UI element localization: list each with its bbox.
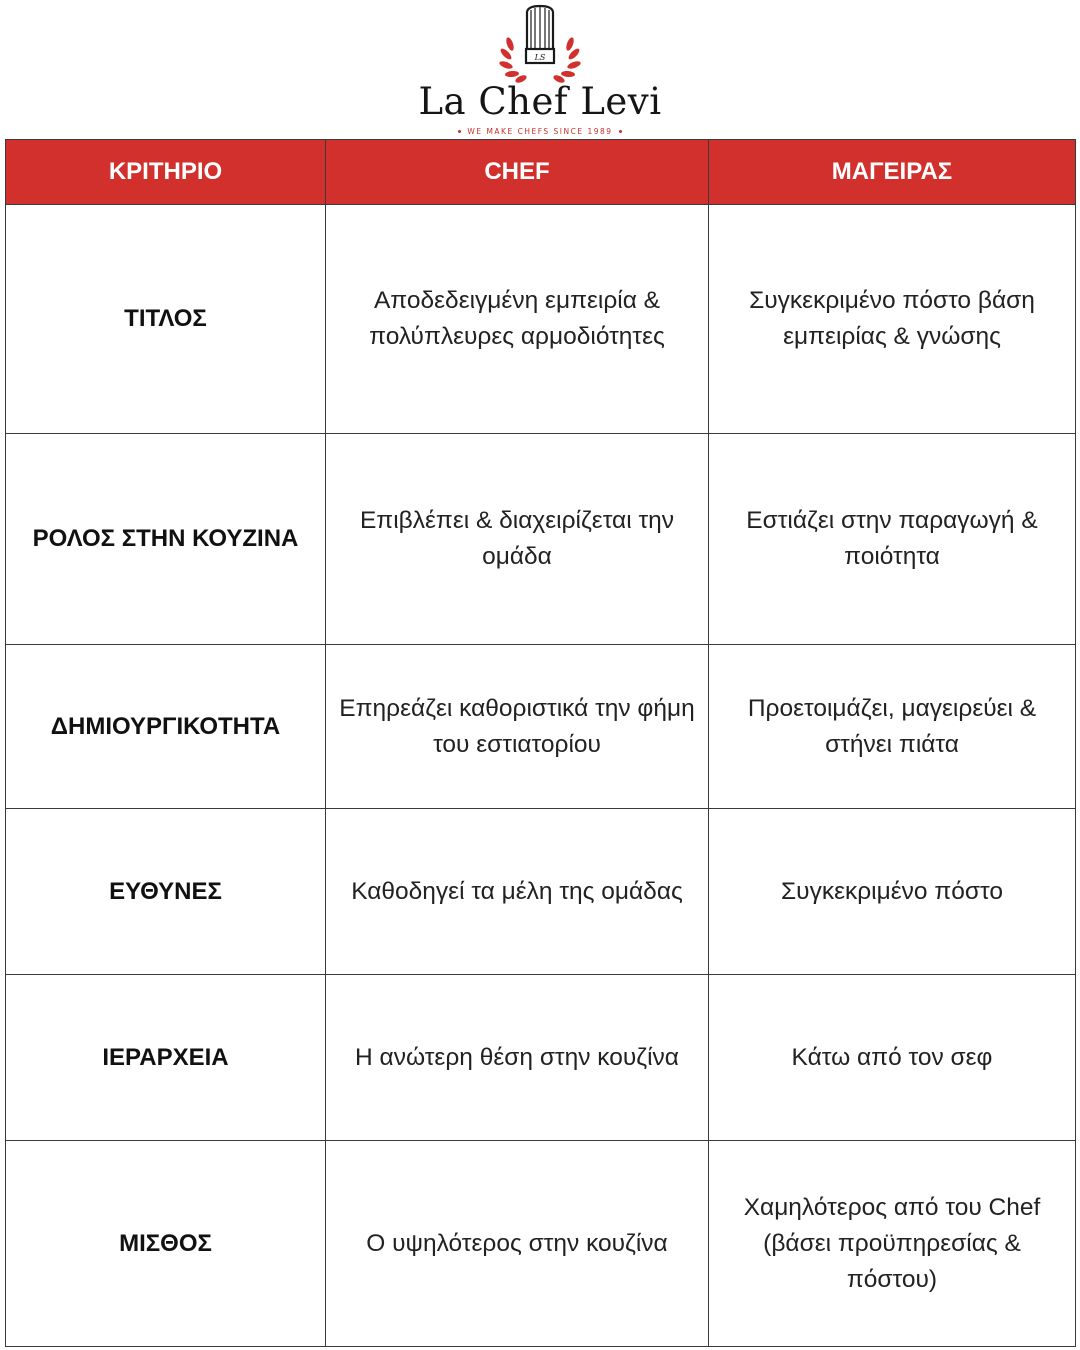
chef-cell: Επηρεάζει καθοριστικά την φήμη του εστιατορίου bbox=[326, 645, 709, 809]
dot-icon bbox=[458, 130, 461, 133]
chef-cell: Η ανώτερη θέση στην κουζίνα bbox=[326, 975, 709, 1141]
tagline-text: WE MAKE CHEFS SINCE 1989 bbox=[467, 126, 613, 136]
criterion-cell: ΡΟΛΟΣ ΣΤΗΝ ΚΟΥΖΙΝΑ bbox=[6, 434, 326, 645]
criterion-cell: ΙΕΡΑΡΧΕΙΑ bbox=[6, 975, 326, 1141]
brand-tagline bbox=[425, 124, 655, 138]
criterion-cell: ΤΙΤΛΟΣ bbox=[6, 205, 326, 434]
dot-icon bbox=[619, 130, 622, 133]
header-row bbox=[6, 140, 1076, 205]
brand-logo bbox=[0, 0, 1080, 138]
cook-cell: Κάτω από τον σεφ bbox=[709, 975, 1076, 1141]
comparison-table bbox=[5, 139, 1076, 1347]
table-row bbox=[6, 809, 1076, 975]
header-chef: CHEF bbox=[326, 140, 709, 205]
criterion-cell: ΕΥΘΥΝΕΣ bbox=[6, 809, 326, 975]
table-row bbox=[6, 1141, 1076, 1347]
criterion-cell: ΔΗΜΙΟΥΡΓΙΚΟΤΗΤΑ bbox=[6, 645, 326, 809]
cook-cell: Εστιάζει στην παραγωγή & ποιότητα bbox=[709, 434, 1076, 645]
cook-cell: Συγκεκριμένο πόστο βάση εμπειρίας & γνώσης bbox=[709, 205, 1076, 434]
cook-cell: Προετοιμάζει, μαγειρεύει & στήνει πιάτα bbox=[709, 645, 1076, 809]
header-criterion: ΚΡΙΤΗΡΙΟ bbox=[6, 140, 326, 205]
cook-cell: Συγκεκριμένο πόστο bbox=[709, 809, 1076, 975]
table-row bbox=[6, 205, 1076, 434]
chef-cell: Επιβλέπει & διαχειρίζεται την ομάδα bbox=[326, 434, 709, 645]
brand-name: La Chef Levi bbox=[418, 80, 662, 123]
chef-hat-laurel-icon bbox=[490, 4, 590, 86]
table-row bbox=[6, 645, 1076, 809]
chef-cell: Ο υψηλότερος στην κουζίνα bbox=[326, 1141, 709, 1347]
header-cook: ΜΑΓΕΙΡΑΣ bbox=[709, 140, 1076, 205]
chef-cell: Καθοδηγεί τα μέλη της ομάδας bbox=[326, 809, 709, 975]
table-row bbox=[6, 434, 1076, 645]
cook-cell: Χαμηλότερος από του Chef (βάσει προϋπηρεσίας & πόστου) bbox=[709, 1141, 1076, 1347]
criterion-cell: ΜΙΣΘΟΣ bbox=[6, 1141, 326, 1347]
table-row bbox=[6, 975, 1076, 1141]
svg-text:LS: LS bbox=[534, 53, 546, 62]
chef-cell: Αποδεδειγμένη εμπειρία & πολύπλευρες αρμοδιότητες bbox=[326, 205, 709, 434]
